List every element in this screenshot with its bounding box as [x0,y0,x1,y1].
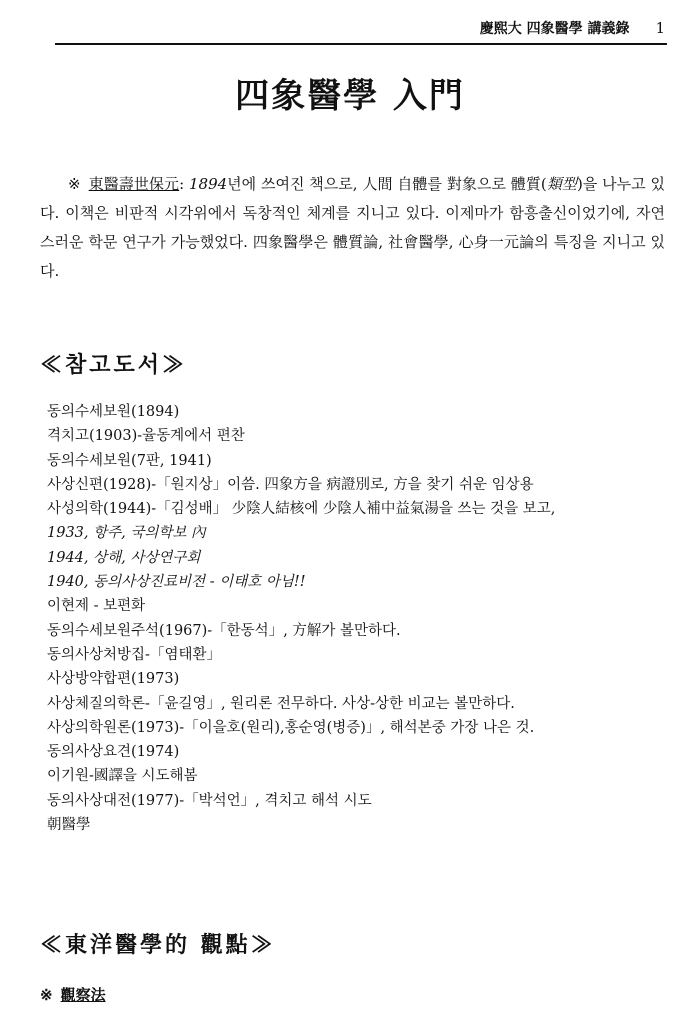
page-number: 1 [655,19,665,37]
reference-item: 朝醫學 [47,817,91,834]
book-year: 1894 [188,175,228,193]
reference-item: 1933, 항주, 국의학보 內 [47,525,206,542]
header-rule [55,43,667,45]
reference-item: 동의사상요견(1974) [47,744,180,761]
reference-item: 이기원-國譯을 시도해봄 [47,768,198,785]
intro-text-1: 년에 쓰여진 책으로, 人間 自體를 對象으로 體質( [227,175,547,193]
running-header [55,18,665,38]
references-heading: ≪참고도서≫ [40,352,188,378]
reference-item: 1944, 상해, 사상연구회 [47,549,201,566]
reference-mark: ※ [68,175,81,193]
reference-item: 동의사상처방집-「염태환」 [47,646,221,663]
reference-item: 사성의학(1944)-「김성배」 少陰人結核에 少陰人補中益氣湯을 쓰는 것을 보고, [47,501,556,518]
observation-mark: ※ [40,986,53,1004]
observation-line [40,984,106,1005]
page-title: 四象醫學 入門 [235,76,465,116]
reference-item: 사상체질의학론-「윤길영」, 원리론 전무하다. 사상-상한 비교는 볼만하다. [47,695,515,712]
reference-item: 1940, 동의사상진료비전 - 이태호 아님!! [47,574,306,591]
reference-list [47,400,667,837]
reference-item: 격치고(1903)-율동계에서 편찬 [47,428,245,445]
book-title: 東醫壽世保元 [88,175,180,193]
intro-paragraph: ※ 東醫壽世保元: 1894년에 쓰여진 책으로, 人間 自體를 對象으로 體質(類型)을 나누고 있다. 이책은 비판적 시각위에서 독창적인 체계를 지니고 있다. 이제마가 함흥출신이었기에, 자연스러운 학문 연구가 가능했었다. 四象醫學은 體質論, 社會醫學, 心身一元論의 특징을 지니고 있다. [40,175,665,280]
header-title: 慶熙大 四象醫學 講義錄 [479,21,630,37]
intro-text-2: )을 나누고 있다. 이책은 비판적 시각위에서 독창적인 체계를 지니고 있다. 이제마가 함흥출신이었기에, 자연스러운 학문 연구가 가능했었다. 四象醫學은 體質論, 社會醫學, 心身一元論의 특징을 지니고 있다. [40,175,665,280]
type-word: 類型 [546,175,577,193]
reference-item: 동의사상대전(1977)-「박석언」, 격치고 해석 시도 [47,792,372,809]
reference-item: 사상신편(1928)-「원지상」이씀. 四象方을 病證別로, 方을 찾기 쉬운 임상용 [47,476,534,493]
reference-item: 동의수세보원(1894) [47,404,180,420]
reference-item: 사상의학원론(1973)-「이을호(원리),홍순영(병증)」, 해석본중 가장 나은 것. [47,719,535,736]
observation-label: 觀察法 [60,986,106,1004]
viewpoint-heading: ≪東洋醫學的 觀點≫ [40,932,276,958]
reference-item: 동의수세보원(7판, 1941) [47,452,212,469]
reference-item: 사상방약합편(1973) [47,671,180,688]
reference-item: 동의수세보원주석(1967)-「한동석」, 方解가 볼만하다. [47,622,401,639]
reference-item: 이현제 - 보편화 [47,598,146,615]
